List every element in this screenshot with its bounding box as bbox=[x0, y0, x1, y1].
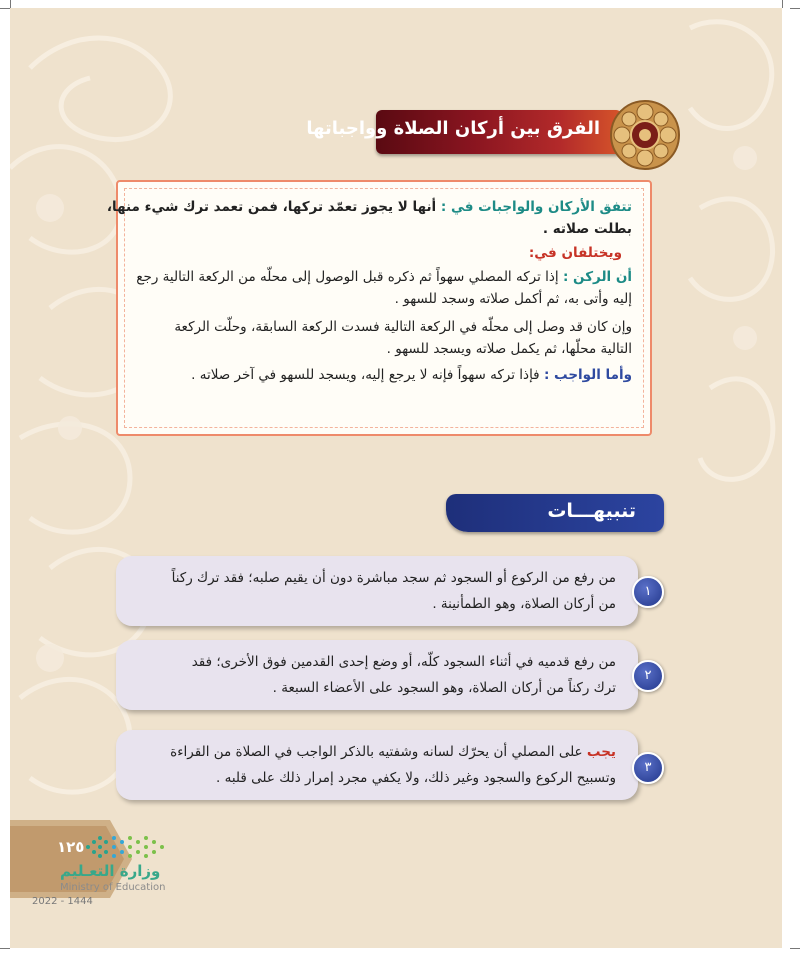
crop-mark bbox=[10, 0, 11, 8]
note-line: من رفع من الركوع أو السجود ثم سجد مباشرة دون أن يقيم صلبه؛ فقد ترك ركناً bbox=[171, 570, 616, 586]
crop-mark bbox=[790, 948, 800, 949]
note-number-badge: ٣ bbox=[632, 752, 664, 784]
note-line-text: على المصلي أن يحرّك لسانه وشفتيه بالذكر الواجب في الصلاة من القراءة bbox=[170, 744, 587, 760]
ministry-name-english: Ministry of Education bbox=[60, 882, 166, 893]
box-line bbox=[138, 338, 632, 360]
ornament-medallion-icon bbox=[608, 98, 682, 172]
note-line bbox=[130, 740, 616, 764]
note-number-badge: ١ bbox=[632, 576, 664, 608]
note-card bbox=[116, 730, 638, 800]
crop-mark bbox=[0, 948, 10, 949]
obligation-text: فإذا تركه سهواً فإنه لا يرجع إليه، ويسجد للسهو في آخر صلاته . bbox=[191, 367, 544, 383]
box-line bbox=[138, 266, 632, 288]
note-card bbox=[116, 640, 638, 710]
must-keyword: يجب bbox=[586, 744, 616, 760]
pillar-text-cont: إليه وأتى به، ثم أكمل صلاته وسجد للسهو . bbox=[394, 291, 632, 307]
agree-text-end: بطلت صلاته . bbox=[542, 221, 632, 237]
title-banner bbox=[306, 110, 622, 154]
section-title: الفرق بين أركان الصلاة وواجباتها bbox=[306, 118, 600, 139]
box-line bbox=[138, 364, 632, 386]
crop-mark bbox=[782, 0, 783, 8]
box-line bbox=[138, 218, 632, 240]
note-line: ترك ركناً من أركان الصلاة، وهو السجود على الأعضاء السبعة . bbox=[272, 680, 616, 696]
comparison-box bbox=[106, 180, 652, 436]
agree-label: تتفق الأركان والواجبات في : bbox=[440, 199, 632, 215]
ministry-name-arabic: وزارة التعـليم bbox=[60, 862, 161, 880]
crop-mark bbox=[0, 8, 10, 9]
pillar-case2-text: وإن كان قد وصل إلى محلّه في الركعة التالية فسدت الركعة السابقة، وحلّت الركعة bbox=[174, 319, 632, 335]
differ-label: ويختلفان في: bbox=[528, 245, 622, 261]
edition-year: 2022 - 1444 bbox=[32, 896, 93, 907]
note-number-badge: ٢ bbox=[632, 660, 664, 692]
crop-mark bbox=[790, 8, 800, 9]
box-line bbox=[128, 242, 632, 264]
notes-title: تنبيهـــات bbox=[547, 500, 636, 522]
obligation-label: وأما الواجب : bbox=[543, 367, 632, 383]
agree-text: أنها لا يجوز تعمّد تركها، فمن تعمد ترك شيء منها، bbox=[106, 199, 441, 215]
textbook-page bbox=[10, 8, 782, 948]
note-line: من رفع قدميه في أثناء السجود كلّه، أو وضع إحدى القدمين فوق الأخرى؛ فقد bbox=[191, 654, 616, 670]
ministry-logo-icon bbox=[82, 830, 168, 864]
pillar-text: إذا تركه المصلي سهواً ثم ذكره قبل الوصول إلى محلّه من الركعة التالية رجع bbox=[136, 269, 563, 285]
box-line bbox=[106, 196, 632, 218]
pillar-label: أن الركن : bbox=[562, 269, 632, 285]
notes-header bbox=[446, 494, 664, 532]
box-line bbox=[138, 288, 632, 310]
note-line: من أركان الصلاة، وهو الطمأنينة . bbox=[432, 596, 616, 612]
note-line: وتسبيح الركوع والسجود وغير ذلك، ولا يكفي مجرد إمرار ذلك على قلبه . bbox=[216, 770, 616, 786]
note-card bbox=[116, 556, 638, 626]
box-line bbox=[138, 316, 632, 338]
pillar-case2-text-cont: التالية محلّها، ثم يكمل صلاته ويسجد للسهو . bbox=[386, 341, 632, 357]
page-number: ١٢٥ bbox=[57, 838, 85, 856]
